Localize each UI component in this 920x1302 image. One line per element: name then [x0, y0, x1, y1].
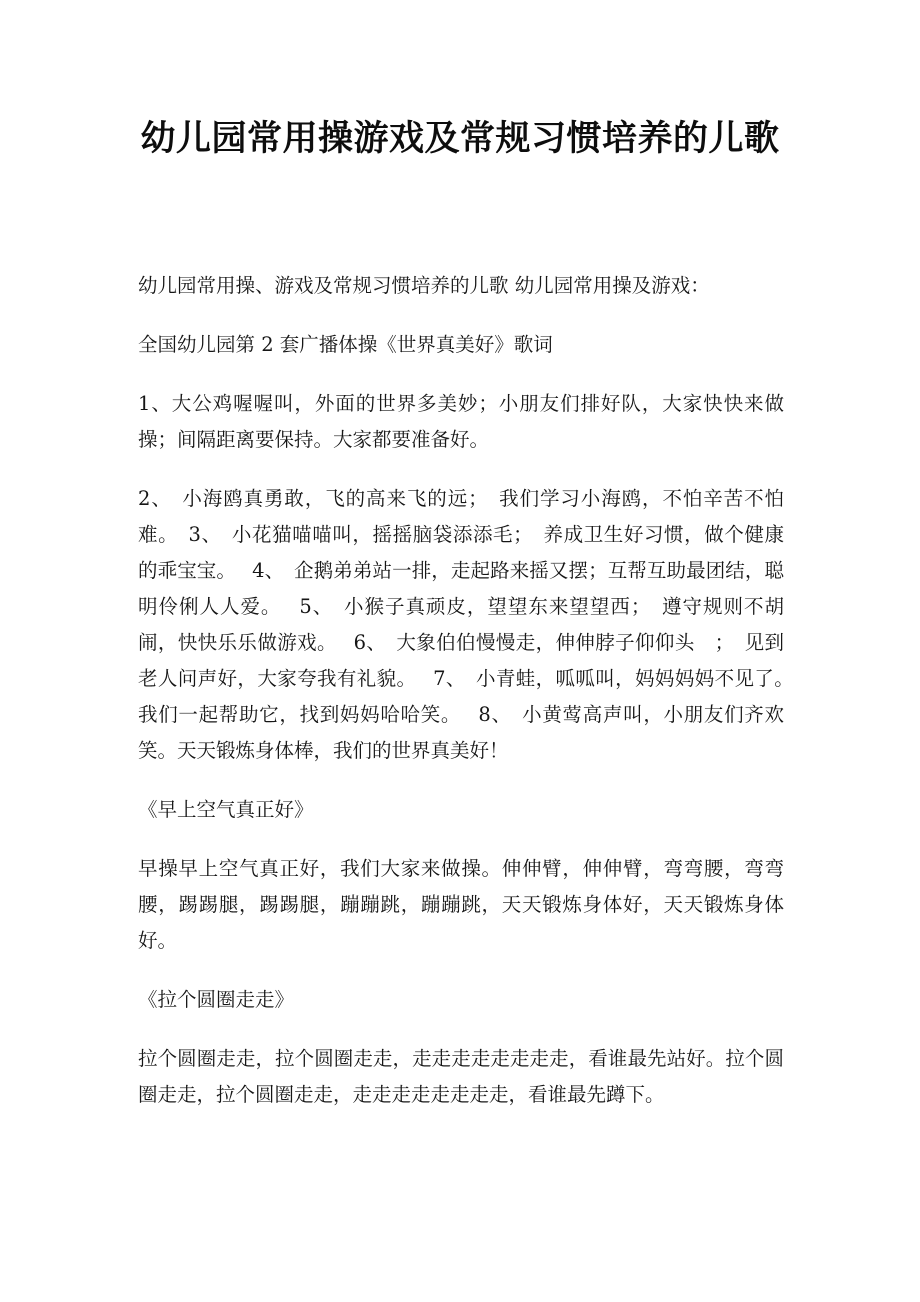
- song-lyrics-morning-air: 早操早上空气真正好，我们大家来做操。伸伸臂，伸伸臂，弯弯腰，弯弯腰，踢踢腿，踢踢腿，蹦蹦跳，蹦蹦跳，天天锻炼身体好，天天锻炼身体好。: [138, 857, 784, 952]
- intro-paragraph: 幼儿园常用操、游戏及常规习惯培养的儿歌 幼儿园常用操及游戏：: [138, 274, 710, 297]
- exercise-lyrics-heading: 全国幼儿园第 2 套广播体操《世界真美好》歌词: [138, 333, 553, 356]
- document-body: [138, 268, 804, 1136]
- song-lyrics-circle-walk: 拉个圆圈走走，拉个圆圈走走，走走走走走走走走，看谁最先站好。拉个圆圈走走，拉个圆圈走走，走走走走走走走走，看谁最先蹲下。: [138, 1047, 784, 1106]
- document-title: 幼儿园常用操游戏及常规习惯培养的儿歌: [140, 118, 780, 159]
- song-title-circle-walk: 《拉个圆圈走走》: [138, 988, 295, 1011]
- song-title-morning-air: 《早上空气真正好》: [138, 798, 314, 821]
- lyrics-verses-2-8: 2、 小海鸥真勇敢，飞的高来飞的远； 我们学习小海鸥，不怕辛苦不怕难。 3、 小花猫喵喵叫，摇摇脑袋添添毛； 养成卫生好习惯，做个健康的乖宝宝。 4、 企鹅弟弟站一排，走起路来摇又摆；互帮互助最团结，聪明伶俐人人爱。 5、 小猴子真顽皮，望望东来望望西； 遵守规则不胡闹，快快乐乐做游戏。 6、 大象伯伯慢慢走，伸伸脖子仰仰头 ； 见到老人问声好，大家夸我有礼貌。 7、 小青蛙，呱呱叫，妈妈妈妈不见了。 我们一起帮助它，找到妈妈哈哈笑。 8、 小黄莺高声叫，小朋友们齐欢笑。天天锻炼身体棒，我们的世界真美好！: [138, 487, 804, 762]
- lyrics-verse-1: 1、大公鸡喔喔叫，外面的世界多美妙；小朋友们排好队，大家快快来做操；间隔距离要保持。大家都要准备好。: [138, 392, 784, 451]
